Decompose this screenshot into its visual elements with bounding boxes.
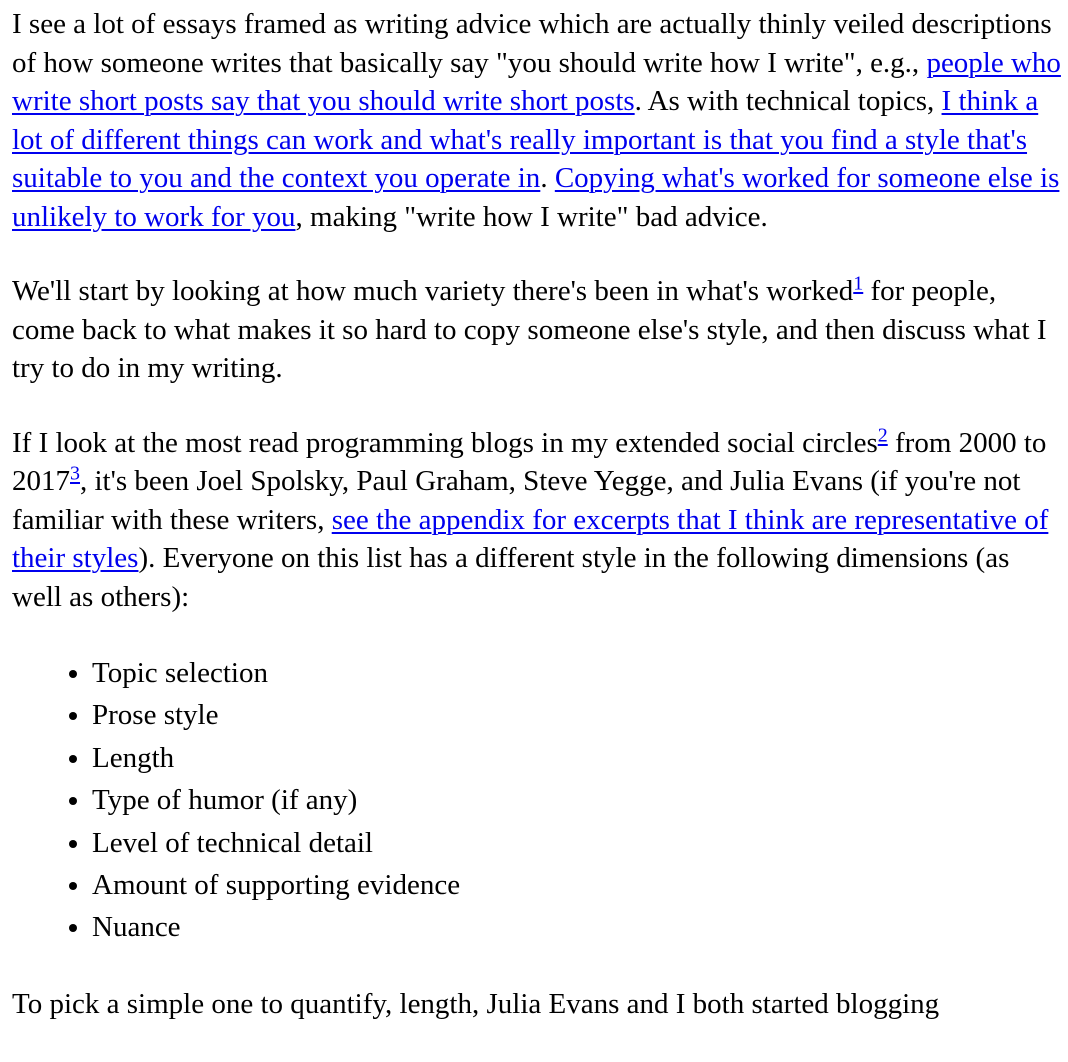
plan-text-2: for people, come back to what makes it so hard to copy someone else's style, and then discuss what I try to do in my writing. [12,275,1047,384]
footnote-ref-2 [878,424,888,446]
intro-text-2: . As with technical topics, [634,85,942,117]
intro-text-4: , making "write how I write" bad advice. [295,200,768,233]
style-dimensions-list [12,652,1062,949]
intro-paragraph [12,5,1062,236]
footnote-link-3[interactable]: 3 [70,462,80,485]
find-your-style-link[interactable]: I think a lot of different things can work and what's really important is that you find a style that's suitable to you and the context you operate in [12,85,1039,194]
article-body [12,5,1062,1059]
list-item: • Type of humor (if any) [92,779,1062,821]
length-text-1: To pick a simple one to quantify, length, Julia Evans and I both started blogging [12,987,940,1020]
appendix-link[interactable]: see the appendix for excerpts that I think are representative of their styles [12,503,1049,574]
blogs-text-4: ). Everyone on this list has a different style in the following dimensions (as well as others): [12,542,1010,613]
list-item: • Topic selection [92,652,1062,694]
list-item: • Nuance [92,906,1062,948]
footnote-ref-3 [70,462,80,484]
plan-text-1: We'll start by looking at how much variety there's been in what's worked [12,275,854,307]
footnote-link-2[interactable]: 2 [877,423,888,446]
list-item: • Amount of supporting evidence [92,864,1062,906]
list-item: • Prose style [92,694,1062,736]
plan-paragraph [12,272,1062,388]
length-paragraph [12,985,1062,1024]
blogs-paragraph [12,424,1062,617]
list-item: • Level of technical detail [92,822,1062,864]
list-item: • Length [92,737,1062,779]
footnote-ref-1 [853,272,863,294]
intro-text-1: I see a lot of essays framed as writing advice which are actually thinly veiled descriptions of how someone writes that basically say "you should write how I write", e.g., [12,8,1052,79]
blogs-text-2: from 2000 to 2017 [12,426,1047,497]
copying-style-link[interactable]: Copying what's worked for someone else is unlikely to work for you [12,162,1060,233]
blogs-text-1: If I look at the most read programming blogs in my extended social circles [12,426,878,459]
short-posts-link[interactable]: people who write short posts say that you should write short posts [12,46,1061,117]
footnote-link-1[interactable]: 1 [853,272,864,295]
blogs-text-3: , it's been Joel Spolsky, Paul Graham, Steve Yegge, and Julia Evans (if you're not familiar with these writers, [12,465,1021,536]
intro-text-3: . [540,162,555,194]
